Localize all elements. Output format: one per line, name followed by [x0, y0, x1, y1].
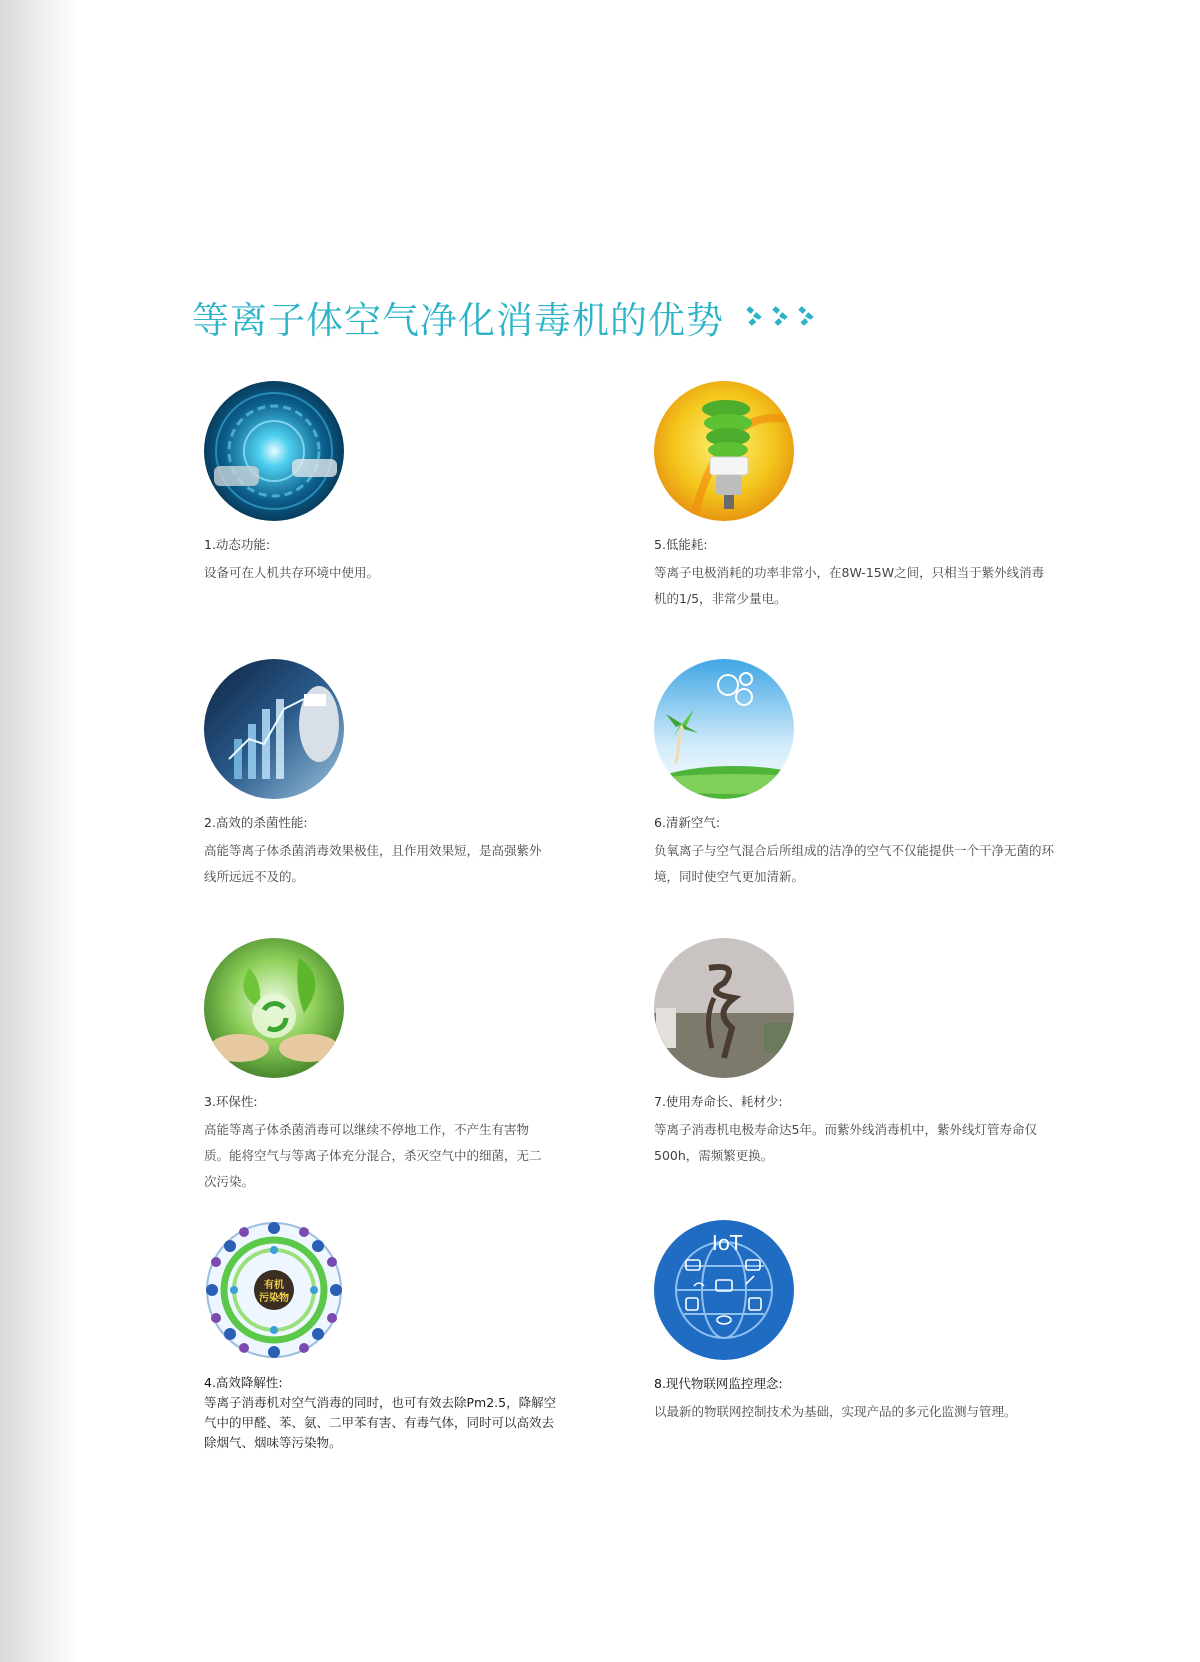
chevron-arrows-icon — [744, 305, 822, 329]
feature-description: 等离子电极消耗的功率非常小，在8W-15W之间，只相当于紫外线消毒机的1/5，非常少量电。 — [654, 565, 1045, 606]
feature-title: 5.低能耗: — [654, 537, 708, 552]
page-spine-shadow — [0, 0, 80, 1662]
feature-description: 设备可在人机共存环境中使用。 — [204, 565, 380, 580]
feature-item — [654, 659, 1074, 890]
eco-recycle-image — [204, 938, 344, 1078]
feature-item — [204, 659, 624, 890]
pollutant-center-label-line1: 有机 — [264, 1280, 284, 1291]
feature-item — [654, 938, 1074, 1169]
iot-globe-image — [654, 1220, 794, 1360]
title-text: 等离子体空气净化消毒机的优势 — [192, 299, 724, 342]
fresh-air-image — [654, 659, 794, 799]
feature-title: 3.环保性: — [204, 1094, 258, 1109]
feature-title: 6.清新空气: — [654, 815, 721, 830]
sterilization-chart-image — [204, 659, 344, 799]
feature-description: 高能等离子体杀菌消毒可以继续不停地工作，不产生有害物质。能将空气与等离子体充分混合，杀灭空气中的细菌，无二次污染。 — [204, 1122, 542, 1189]
feature-title: 2.高效的杀菌性能: — [204, 815, 308, 830]
pollutant-center-label-line2: 污染物 — [259, 1293, 289, 1304]
feature-item — [654, 1220, 1074, 1425]
feature-description: 以最新的物联网控制技术为基础，实现产品的多元化监测与管理。 — [654, 1404, 1017, 1419]
feature-title: 7.使用寿命长、耗材少: — [654, 1094, 783, 1109]
feature-description: 高能等离子体杀菌消毒效果极佳，且作用效果短，是高强紫外线所远远不及的。 — [204, 843, 542, 884]
feature-description: 等离子消毒机对空气消毒的同时，也可有效去除Pm2.5，降解空气中的甲醛、苯、氨、二甲苯有害、有毒气体，同时可以高效去除烟气、烟味等污染物。 — [204, 1395, 557, 1450]
page-title — [192, 292, 822, 342]
feature-description: 负氧离子与空气混合后所组成的洁净的空气不仅能提供一个干净无菌的环境，同时使空气更加清新。 — [654, 843, 1055, 884]
energy-bulb-image — [654, 381, 794, 521]
feature-item — [204, 1220, 624, 1453]
iot-label: IoT — [711, 1231, 743, 1255]
feature-title: 8.现代物联网监控理念: — [654, 1376, 783, 1391]
feature-title: 1.动态功能: — [204, 537, 271, 552]
feature-title: 4.高效降解性: — [204, 1375, 283, 1390]
pollutant-degradation-diagram — [204, 1220, 344, 1360]
tech-circle-image — [204, 381, 344, 521]
longevity-sculpture-image — [654, 938, 794, 1078]
feature-item — [204, 938, 624, 1195]
feature-item — [654, 381, 1074, 612]
feature-item — [204, 381, 624, 586]
feature-description: 等离子消毒机电极寿命达5年。而紫外线消毒机中，紫外线灯管寿命仅500h，需频繁更换。 — [654, 1122, 1037, 1163]
